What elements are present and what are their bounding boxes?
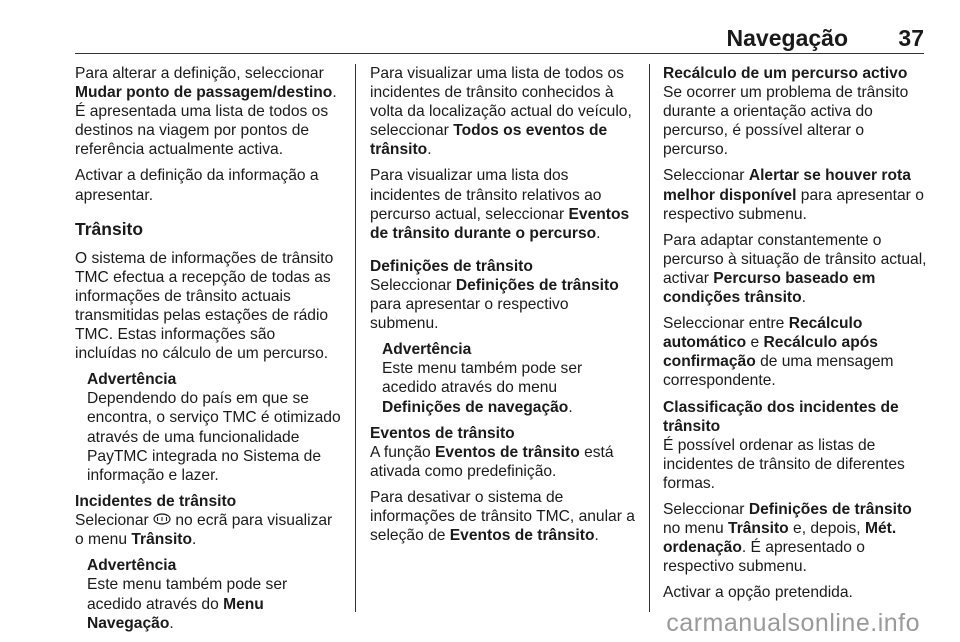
- text: . É apresentada uma lista de todos os destinos na viagem por pontos de referência actualmente activa.: [75, 84, 337, 159]
- text: Seleccionar entre: [663, 315, 789, 333]
- menu-term: Menu Navegação: [87, 595, 264, 632]
- paragraph: [663, 314, 933, 390]
- menu-term: Recálculo após confirmação: [663, 334, 878, 371]
- subheading-recalculo: Recálculo de um percurso activo: [663, 65, 908, 82]
- section-heading-transito: Trânsito: [75, 218, 144, 239]
- page-title: Navegação: [726, 25, 848, 51]
- text: Para visualizar uma lista dos incidentes de trânsito relativos ao percurso actual, seleccionar: [370, 167, 602, 223]
- menu-term: Todos os eventos de trânsito: [370, 122, 608, 159]
- note-title: Advertência: [87, 557, 177, 575]
- text: no menu: [663, 520, 729, 538]
- note-box: [75, 556, 341, 632]
- paragraph: Activar a opção pretendida.: [663, 584, 853, 602]
- menu-term: Alertar se houver rota melhor disponível: [663, 167, 911, 204]
- menu-term: Trânsito: [131, 531, 193, 549]
- text: Selecionar: [75, 511, 154, 529]
- menu-term: Mét. ordenação: [663, 520, 897, 557]
- note-text: Este menu também pode ser acedido através do menu: [382, 360, 583, 397]
- column-divider: [649, 64, 650, 612]
- note-text: Dependendo do país em que se encontra, o serviço TMC é otimizado através de uma funcionalidade PayTMC integrada no Sistema de informação e lazer.: [87, 390, 341, 484]
- menu-term: Eventos de trânsito durante o percurso: [370, 205, 630, 242]
- menu-term: Definições de trânsito: [748, 500, 912, 518]
- text: Para alterar a definição, seleccionar: [75, 65, 324, 82]
- paragraph: [75, 511, 341, 550]
- paragraph: [370, 443, 638, 481]
- text: Seleccionar: [370, 276, 456, 294]
- menu-term: Recálculo automático: [663, 315, 863, 352]
- paragraph: [370, 166, 638, 242]
- paragraph: [663, 500, 933, 576]
- paragraph: É possível ordenar as listas de incidentes de trânsito de diferentes formas.: [663, 436, 905, 492]
- text: está ativada como predefinição.: [370, 443, 614, 480]
- menu-term: Eventos de trânsito: [435, 443, 580, 461]
- text: . É apresentado o respectivo submenu.: [663, 539, 865, 576]
- menu-term: Mudar ponto de passagem/destino: [75, 84, 333, 102]
- text: .: [568, 398, 573, 416]
- text: Seleccionar: [663, 500, 749, 518]
- column-3: [663, 64, 933, 609]
- column-1: [75, 64, 341, 640]
- text: Para adaptar constantemente o percurso à situação de trânsito actual, activar: [663, 231, 927, 287]
- page-header: [0, 0, 960, 54]
- header-rule: [75, 53, 924, 54]
- text: .: [801, 289, 806, 307]
- paragraph: O sistema de informações de trânsito TMC efectua a recepção de todas as informações de trânsito actuais transmitidas pelas estações de rádio TMC. Estas informações são incluídas no cálculo de um percurso.: [75, 249, 334, 363]
- text: no ecrã para visualizar o menu: [75, 511, 333, 549]
- column-2: [370, 64, 638, 552]
- subheading-definicoes: Definições de trânsito: [370, 257, 533, 275]
- tmc-traffic-icon: [153, 511, 171, 530]
- paragraph: [370, 64, 638, 159]
- paragraph: [370, 488, 638, 545]
- text: .: [427, 141, 432, 159]
- text: de uma mensagem correspondente.: [663, 353, 894, 390]
- note-title: Advertência: [382, 341, 472, 359]
- text: e: [746, 334, 764, 352]
- text: Para desativar o sistema de informações de trânsito TMC, anular a seleção de: [370, 488, 635, 545]
- page-number: 37: [898, 25, 924, 51]
- subheading-incidentes: Incidentes de trânsito: [75, 492, 237, 510]
- text: para apresentar o respectivo submenu.: [663, 186, 924, 223]
- text: e, depois,: [788, 520, 865, 538]
- menu-term: Definições de navegação: [382, 398, 569, 416]
- column-divider: [355, 64, 356, 612]
- paragraph: [75, 64, 341, 159]
- text: .: [192, 531, 197, 549]
- paragraph: [370, 276, 638, 333]
- paragraph: [663, 231, 933, 307]
- note-text: Este menu também pode ser acedido através do: [87, 576, 288, 613]
- subheading-eventos: Eventos de trânsito: [370, 424, 515, 442]
- menu-term: Eventos de trânsito: [449, 527, 595, 545]
- watermark: carmanualsonline.info: [666, 609, 920, 637]
- menu-term: Percurso baseado em condições trânsito: [663, 269, 876, 307]
- subheading-classificacao: Classificação dos incidentes de trânsito: [663, 398, 899, 435]
- text: .: [169, 614, 174, 632]
- text: .: [596, 224, 601, 242]
- note-box: [75, 370, 341, 485]
- paragraph: [663, 166, 933, 223]
- text: A função: [370, 443, 436, 461]
- menu-term: Definições de trânsito: [455, 276, 619, 294]
- paragraph: Se ocorrer um problema de trânsito durante a orientação activa do percurso, é possível alterar o percurso.: [663, 84, 909, 159]
- text: para apresentar o respectivo submenu.: [370, 296, 569, 333]
- menu-term: Trânsito: [728, 520, 789, 538]
- text: Para visualizar uma lista de todos os incidentes de trânsito conhecidos à volta da localização actual do veículo, seleccionar: [370, 65, 632, 140]
- text: .: [594, 527, 599, 545]
- paragraph: Activar a definição da informação a apresentar.: [75, 167, 319, 204]
- note-box: [370, 340, 638, 416]
- note-title: Advertência: [87, 371, 177, 389]
- text: Seleccionar: [663, 167, 749, 185]
